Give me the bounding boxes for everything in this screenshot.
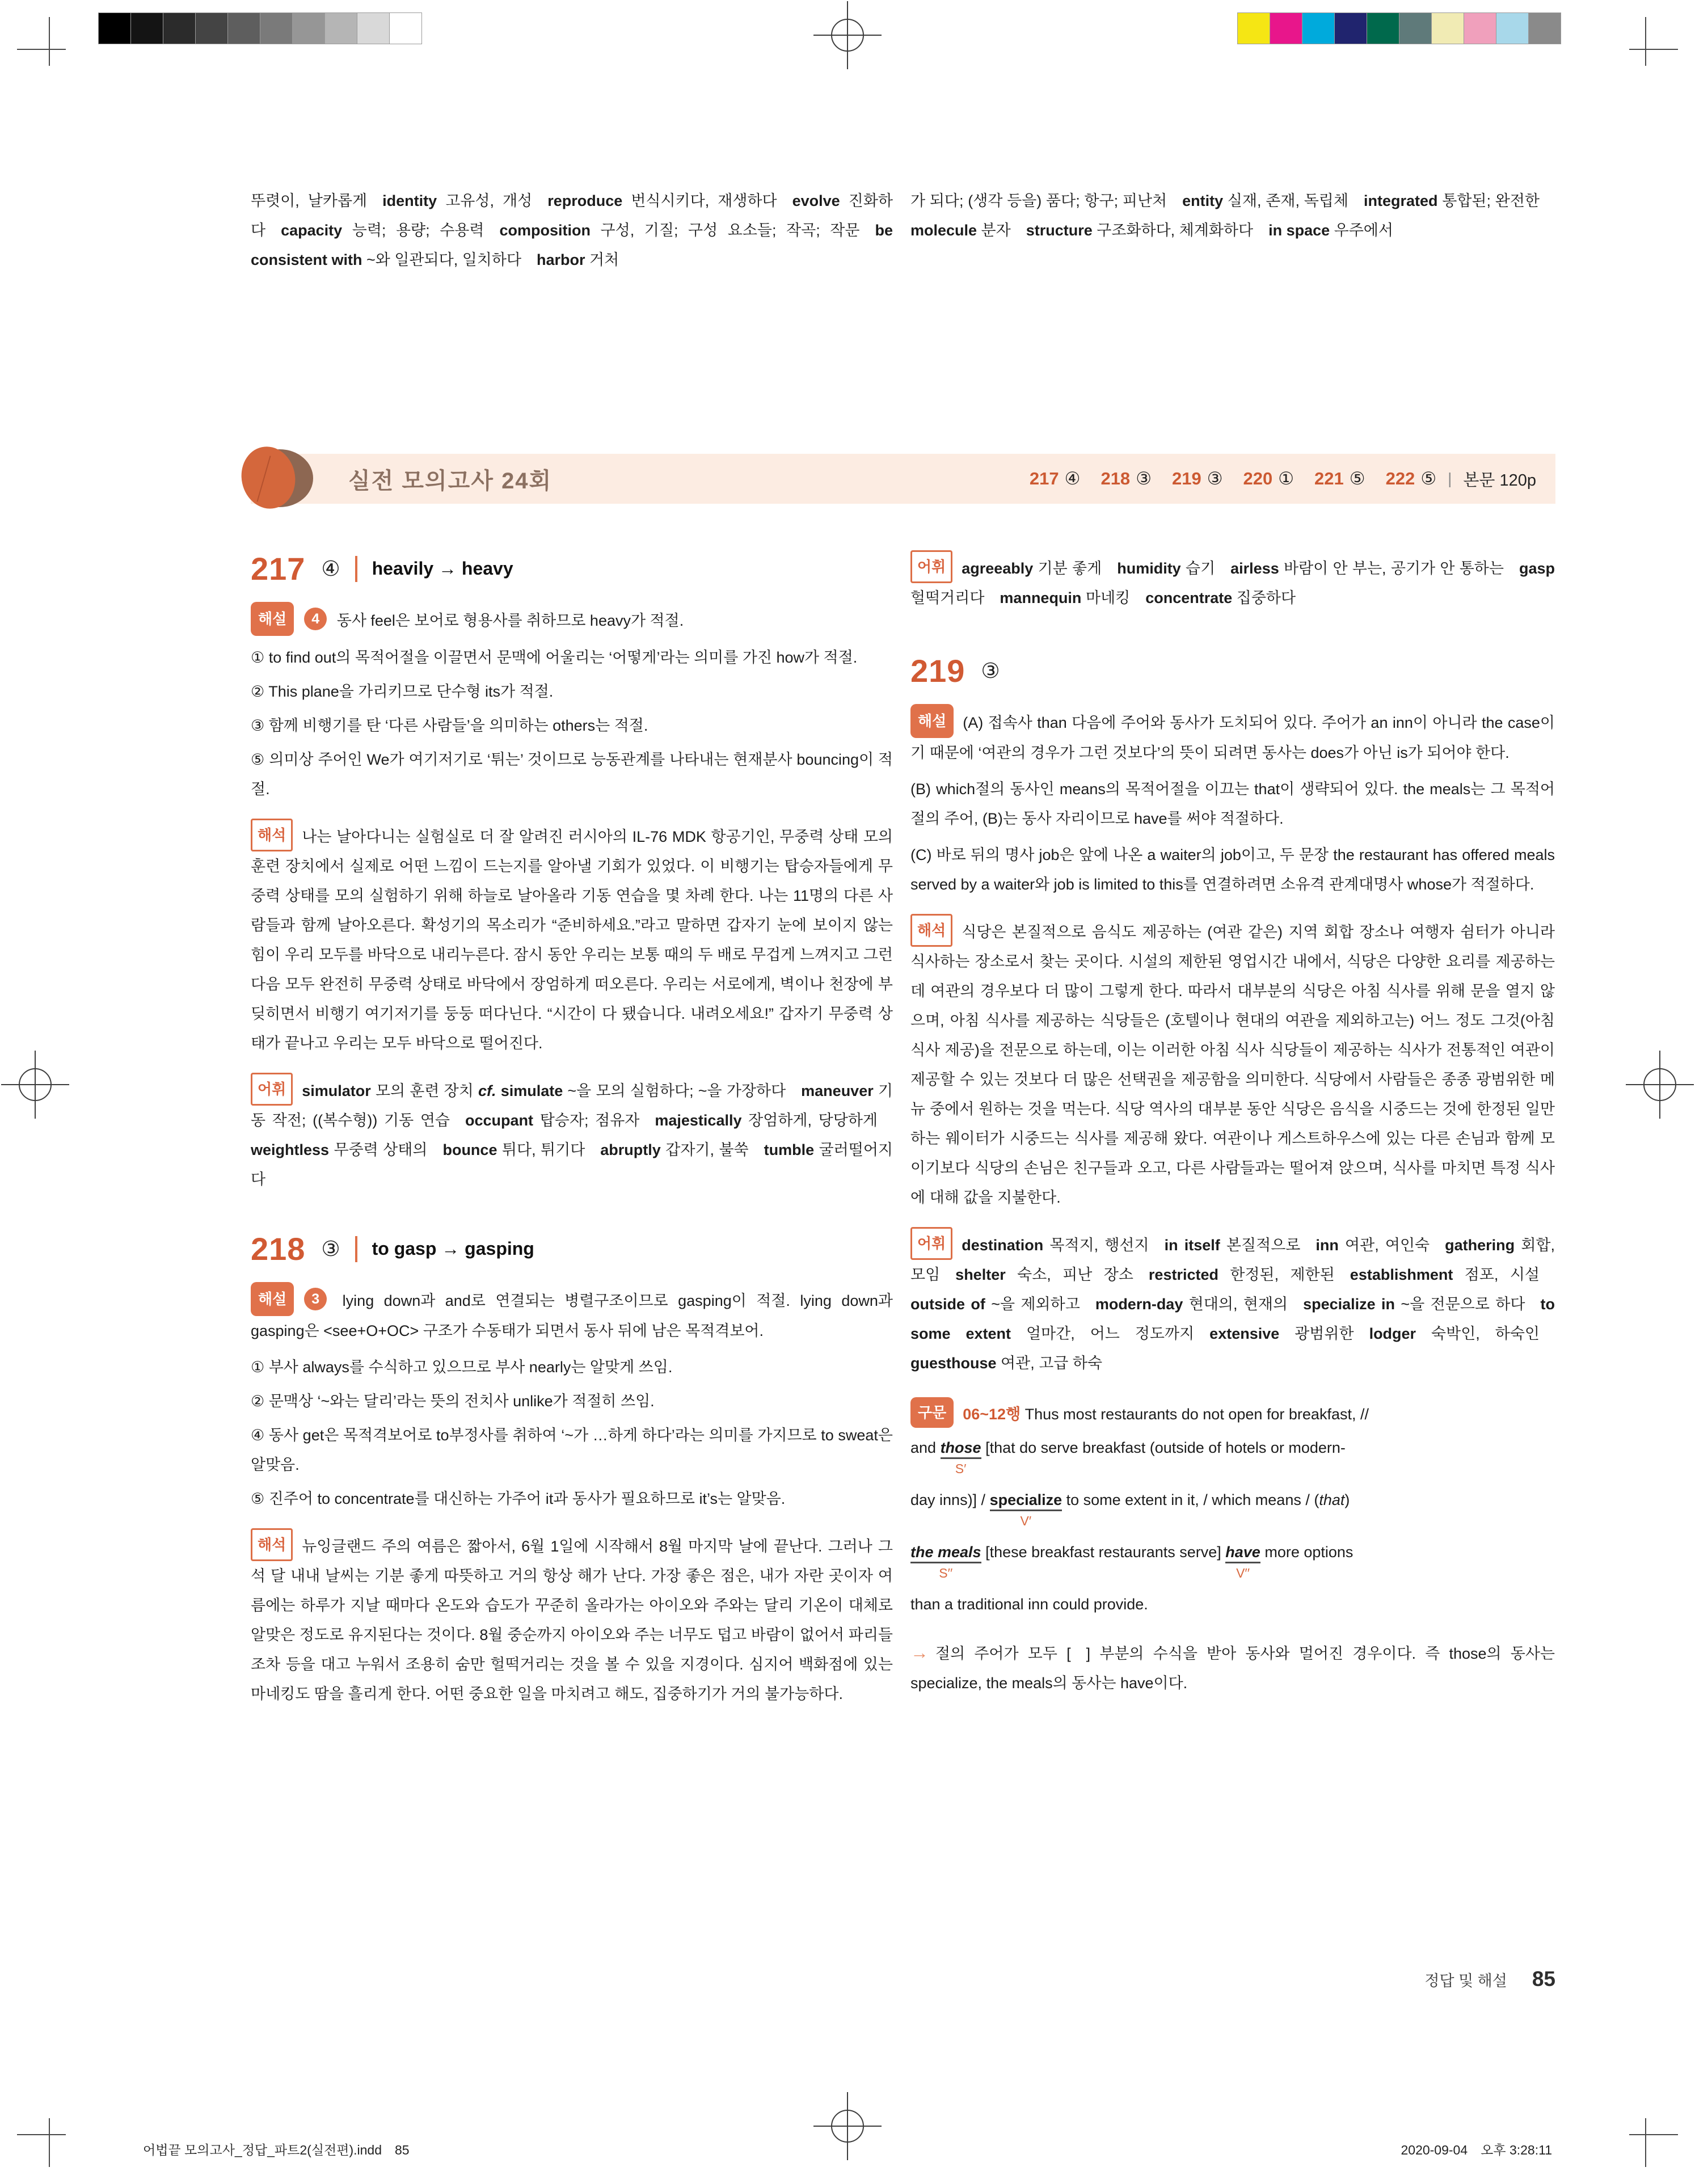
- answer-item: 219 ③: [1171, 469, 1223, 488]
- left-column: [251, 550, 893, 1715]
- registration-mark-right: [1626, 1051, 1694, 1119]
- translation-paragraph: [251, 1528, 893, 1709]
- page-footer: [1424, 1967, 1555, 1991]
- print-meta-left: 어법끝 모의고사_정답_파트2(실전편).indd 85: [143, 2143, 410, 2157]
- explanation-paragraph: (C) 바로 뒤의 명사 job은 앞에 나온 a waiter의 job이고, 두 문장 the restaurant has offered meals served by a waiter와 job is limited to this를 연결하려면 소유격 관계대명사 whose가 적절하다.: [910, 846, 1555, 893]
- print-swatch: [324, 12, 357, 44]
- syntax-line: than a traditional inn could provide.: [910, 1596, 1148, 1613]
- corner-trim-mark: [17, 49, 66, 50]
- answer-option: ③: [981, 659, 1000, 682]
- question-number: 217: [251, 551, 306, 587]
- question-number: 218: [251, 1231, 306, 1267]
- syntax-line: 구문 06~12행 Thus most restaurants do not open for breakfast, //: [910, 1397, 1555, 1428]
- expl-badge: 해설: [251, 1282, 294, 1316]
- section-219: [910, 652, 1555, 1698]
- print-swatch: [1270, 12, 1302, 44]
- explanation-paragraph: [251, 602, 893, 636]
- print-swatch: [260, 12, 293, 44]
- choice-note: ② This plane을 가리키므로 단수형 its가 적절.: [251, 683, 554, 700]
- print-swatch: [130, 12, 163, 44]
- question-number: 219: [910, 653, 965, 689]
- separator: |: [1448, 470, 1452, 487]
- answer-option: ③: [321, 1237, 340, 1260]
- print-swatch: [1528, 12, 1561, 44]
- answer-item: 220 ①: [1243, 469, 1295, 488]
- answer-option: ④: [321, 557, 340, 580]
- registration-mark-top: [813, 1, 882, 69]
- print-swatch: [1367, 12, 1399, 44]
- syntax-line: and those S′ [that do serve breakfast (outside of hotels or modern-: [910, 1435, 1555, 1461]
- expl-badge: 해설: [910, 704, 954, 738]
- choice-note: ⑤ 진주어 to concentrate를 대신하는 가주어 it과 동사가 필요하므로 it’s는 알맞음.: [251, 1490, 786, 1507]
- choice-note: ① 부사 always를 수식하고 있으므로 부사 nearly는 알맞게 쓰임.: [251, 1359, 673, 1376]
- vocab-paragraph-218: [910, 550, 1555, 613]
- arrow-icon: →: [910, 1642, 929, 1663]
- print-swatch: [1464, 12, 1496, 44]
- choice-note: ② 문맥상 ‘~와는 달리’라는 뜻의 전치사 unlike가 적절히 쓰임.: [251, 1393, 655, 1410]
- choice-note: ③ 함께 비행기를 탄 ‘다른 사람들’을 의미하는 others는 적절.: [251, 717, 648, 734]
- print-swatch: [1431, 12, 1464, 44]
- vocab-paragraph: [910, 1227, 1555, 1378]
- annotated-word: specialize V′: [989, 1491, 1062, 1528]
- expl-badge: 해설: [251, 602, 294, 636]
- divider: [355, 556, 357, 582]
- syntax-analysis-block: [910, 1397, 1555, 1617]
- correction-text: to gasp → gasping: [372, 1238, 534, 1259]
- choice-note: ⑤ 의미상 주어인 We가 여기저기로 ‘튀는’ 것이므로 능동관계를 나타내는 현재분사 bouncing이 적절.: [251, 751, 893, 798]
- section-leaf-icon: [246, 449, 313, 507]
- expl-text: (A) 접속사 than 다음에 주어와 동사가 도치되어 있다. 주어가 an inn이 아니라 the case이기 때문에 ‘여관의 경우가 그런 것보다’의 뜻이 되려면 동사는 does가 아닌 is가 되어야 한다.: [910, 714, 1555, 761]
- corner-trim-mark: [49, 2118, 50, 2167]
- vocab-continuation-right: 가 되다; (생각 등을) 품다; 항구; 피난처 entity 실재, 존재, 독립체 integrated 통합된; 완전한 molecule 분자 structure 구조화하다, 체계화하다 in space 우주에서: [910, 192, 1555, 239]
- print-swatch: [389, 12, 422, 44]
- page-number: 85: [1532, 1967, 1555, 1991]
- annotated-word: have V′′: [1225, 1544, 1260, 1580]
- vocab-continuation-left: 뚜렷이, 날카롭게 identity 고유성, 개성 reproduce 번식시키다, 재생하다 evolve 진화하다 capacity 능력; 용량; 수용력 composition 구성, 기질; 구성 요소들; 작곡; 작문 be consistent with ~와 일관되다, 일치하다 harbor 거처: [251, 192, 893, 268]
- answer-item: 218 ③: [1101, 469, 1152, 488]
- annotated-word: those S′: [940, 1439, 981, 1476]
- annotated-word: the meals S′′: [910, 1544, 981, 1580]
- trans-badge: 해석: [251, 819, 293, 851]
- choice-note: ① to find out의 목적어절을 이끌면서 문맥에 어울리는 ‘어떻게’라는 의미를 가진 how가 적절.: [251, 649, 858, 666]
- footer-label: 정답 및 해설: [1424, 1972, 1507, 1989]
- grammar-label: V′′: [1236, 1566, 1250, 1580]
- vocab-badge: 어휘: [910, 550, 952, 583]
- section-218: [251, 1230, 893, 1709]
- vocab-paragraph: [251, 1073, 893, 1194]
- trans-text: 식당은 본질적으로 음식도 제공하는 (여관 같은) 지역 회합 장소나 여행자 쉼터가 아니라 식사하는 장소로서 찾는 곳이다. 시설의 제한된 영업시간 내에서, 식당은 다양한 요리를 제공하는데 여관의 경우보다 더 많이 그렇게 한다. 따라서 대부분의 식당은 아침 식사를 위해 문을 열지 않으며, 아침 식사를 제공하는 식당들은 (호텔이나 현대의 여관을 제외하고는) 어느 정도 그것(아침 식사 제공)을 전문으로 하는데, 이는 이러한 아침 식사 식당들이 제공하는 식사가 전통적인 여관이 제공할 수 있는 것보다 더 많은 선택권을 제공함을 의미한다. 식당에서 사람들은 종종 광범위한 메뉴 중에서 원하는 것을 먹는다. 식당 역사의 대부분 동안 식당은 음식을 시중드는 것에 한정된 일만 하는 웨이터가 시중드는 식사를 제공해 왔다. 여관이나 게스트하우스에 있는 다른 손님과 함께 모이기보다 식당의 손님은 친구들과 오고, 다른 사람들과는 떨어져 앉으며, 식사를 마치면 특정 식사에 대해 값을 지불한다.: [910, 924, 1555, 1206]
- print-swatch: [1237, 12, 1270, 44]
- print-swatch: [1496, 12, 1529, 44]
- print-swatch: [98, 12, 131, 44]
- grammar-label: S′: [955, 1461, 967, 1476]
- expl-text: 4 동사 feel은 보어로 형용사를 취하므로 heavy가 적절.: [303, 612, 684, 629]
- syntax-line: day inns)] / specialize V′ to some extent in it, / which means / (that): [910, 1487, 1555, 1513]
- vocab-text: destination 목적지, 행선지 in itself 본질적으로 inn 여관, 여인숙 gathering 회합, 모임 shelter 숙소, 피난 장소 restricted 한정된, 제한된 establishment 점포, 시설 outside of ~을 제외하고 modern-day 현대의, 현재의 specialize in ~을 전문으로 하다 to some extent 얼마간, 어느 정도까지 extensive 광범위한 lodger 숙박인, 하숙인 guesthouse 여관, 고급 하숙: [910, 1237, 1555, 1372]
- print-swatch: [1399, 12, 1432, 44]
- print-swatch: [1334, 12, 1367, 44]
- answer-item: 222 ⑤: [1385, 469, 1437, 488]
- registration-mark-left: [1, 1051, 69, 1119]
- grammar-label: V′: [1020, 1513, 1032, 1528]
- explanation-paragraph: [910, 704, 1555, 768]
- vocab-text: agreeably 기분 좋게 humidity 습기 airless 바람이 안 부는, 공기가 안 통하는 gasp 헐떡거리다 mannequin 마네킹 concentrate 집중하다: [910, 560, 1555, 606]
- corner-trim-mark: [1645, 17, 1646, 66]
- print-swatch: [1302, 12, 1335, 44]
- section-header-217: [251, 550, 893, 587]
- right-column: [910, 550, 1555, 1713]
- test-section-band: [251, 454, 1555, 504]
- vocab-badge: 어휘: [910, 1227, 952, 1260]
- explanation-paragraph: [251, 1282, 893, 1346]
- section-title: 실전 모의고사 24회: [348, 468, 553, 494]
- corner-trim-mark: [49, 17, 50, 66]
- print-meta-right: 2020-09-04 오후 3:28:11: [1401, 2143, 1552, 2157]
- print-swatch: [195, 12, 228, 44]
- answer-key: [1030, 467, 1536, 491]
- print-swatch: [163, 12, 196, 44]
- translation-paragraph: [910, 914, 1555, 1212]
- print-swatch: [357, 12, 390, 44]
- choice-note: ④ 동사 get은 목적격보어로 to부정사를 취하여 ‘~가 …하게 하다’라는 의미를 가지므로 to sweat은 알맞음.: [251, 1427, 893, 1473]
- trans-text: 뉴잉글랜드 주의 여름은 짧아서, 6월 1일에 시작해서 8월 마지막 날에 끝난다. 그러나 그 석 달 내내 날씨는 기분 좋게 따뜻하고 거의 항상 해가 난다. 가장 좋은 점은, 내가 자란 곳이자 여름에는 하루가 지날 때마다 온도와 습도가 꾸준히 올라가는 아이오와 주와는 달리 기온이 대체로 알맞은 정도로 유지된다는 것이다. 8월 중순까지 아이오와 주는 너무도 덥고 바람이 없어서 파리들조차 등을 대고 누워서 조용히 숨만 헐떡거리는 것을 볼 수 있을 지경이다. 심지어 백화점에 있는 마네킹도 땀을 흘리게 한다. 어떤 중요한 일을 마치려고 해도, 집중하기가 거의 불가능하다.: [251, 1538, 893, 1702]
- section-header-219: [910, 652, 1555, 689]
- grammar-label: S′′: [939, 1566, 953, 1580]
- trans-text: 나는 날아다니는 실험실로 더 잘 알려진 러시아의 IL-76 MDK 항공기인, 무중력 상태 모의 훈련 장치에서 실제로 어떤 느낌이 드는지를 알아낼 기회가 있었다. 이 비행기는 탑승자들에게 무중력 상태를 모의 실험하기 위해 하늘로 날아올라 기동 연습을 몇 차례 한다. 나는 11명의 다른 사람들과 함께 날아오른다. 확성기의 목소리가 “준비하세요.”라고 말하면 갑자기 눈에 보이지 않는 힘이 우리 모두를 바닥으로 내리누른다. 잠시 동안 우리는 보통 때의 두 배로 무겁게 느껴지고 그런 다음 모두 완전히 무중력 상태로 바닥에서 장엄하게 떠오른다. 우리는 서로에게, 벽이나 천장에 부딪히면서 비행기 여기저기를 둥둥 떠다닌다. “시간이 다 됐습니다. 내려오세요!” 갑자기 무중력 상태가 끝나고 우리는 모두 바닥으로 떨어진다.: [251, 828, 893, 1052]
- vocab-text: simulator 모의 훈련 장치 cf. simulate ~을 모의 실험하다; ~을 가장하다 maneuver 기동 작전; ((복수형)) 기동 연습 occupant 탑승자; 점유자 majestically 장엄하게, 당당하게 weightless 무중력 상태의 bounce 튀다, 튀기다 abruptly 갑자기, 불쑥 tumble 굴러떨어지다: [251, 1082, 893, 1188]
- explanation-paragraph: (B) which절의 동사인 means의 목적어절을 이끄는 that이 생략되어 있다. the meals는 그 목적어절의 주어, (B)는 동사 자리이므로 have를 써야 적절하다.: [910, 781, 1555, 827]
- corner-trim-mark: [1629, 49, 1678, 50]
- source-page: 본문 120p: [1463, 471, 1536, 490]
- expl-text: 3 lying down과 and로 연결되는 병렬구조이므로 gasping이 적절. lying down과 gasping은 <see+O+OC> 구조가 수동태가 되면서 동사 뒤에 남은 목적격보어.: [251, 1292, 893, 1339]
- grayscale-calibration-bar: [99, 12, 422, 44]
- syntax-badge: 구문: [910, 1397, 954, 1428]
- vocab-badge: 어휘: [251, 1073, 293, 1106]
- print-swatch: [292, 12, 325, 44]
- note-text: 절의 주어가 모두 [ ] 부분의 수식을 받아 동사와 멀어진 경우이다. 즉 those의 동사는 specialize, the meals의 동사는 have이다.: [910, 1645, 1555, 1692]
- syntax-line: the meals S′′ [these breakfast restaurants serve] have V′′ more options: [910, 1539, 1555, 1565]
- answer-item: 217 ④: [1029, 469, 1081, 488]
- syntax-note: [910, 1638, 1555, 1698]
- print-meta: [143, 2140, 1552, 2158]
- trans-badge: 해석: [251, 1528, 293, 1561]
- translation-paragraph: [251, 819, 893, 1058]
- trans-badge: 해석: [910, 914, 952, 947]
- divider: [355, 1236, 357, 1262]
- corner-trim-mark: [17, 2134, 66, 2135]
- answer-item: 221 ⑤: [1314, 469, 1365, 488]
- section-header-218: [251, 1230, 893, 1267]
- section-217: [251, 550, 893, 1194]
- line-range: 06~12행: [963, 1406, 1021, 1423]
- correction-text: heavily → heavy: [372, 558, 513, 579]
- color-calibration-bar: [1238, 12, 1561, 44]
- corner-trim-mark: [1629, 2134, 1678, 2135]
- print-swatch: [227, 12, 260, 44]
- corner-trim-mark: [1645, 2118, 1646, 2167]
